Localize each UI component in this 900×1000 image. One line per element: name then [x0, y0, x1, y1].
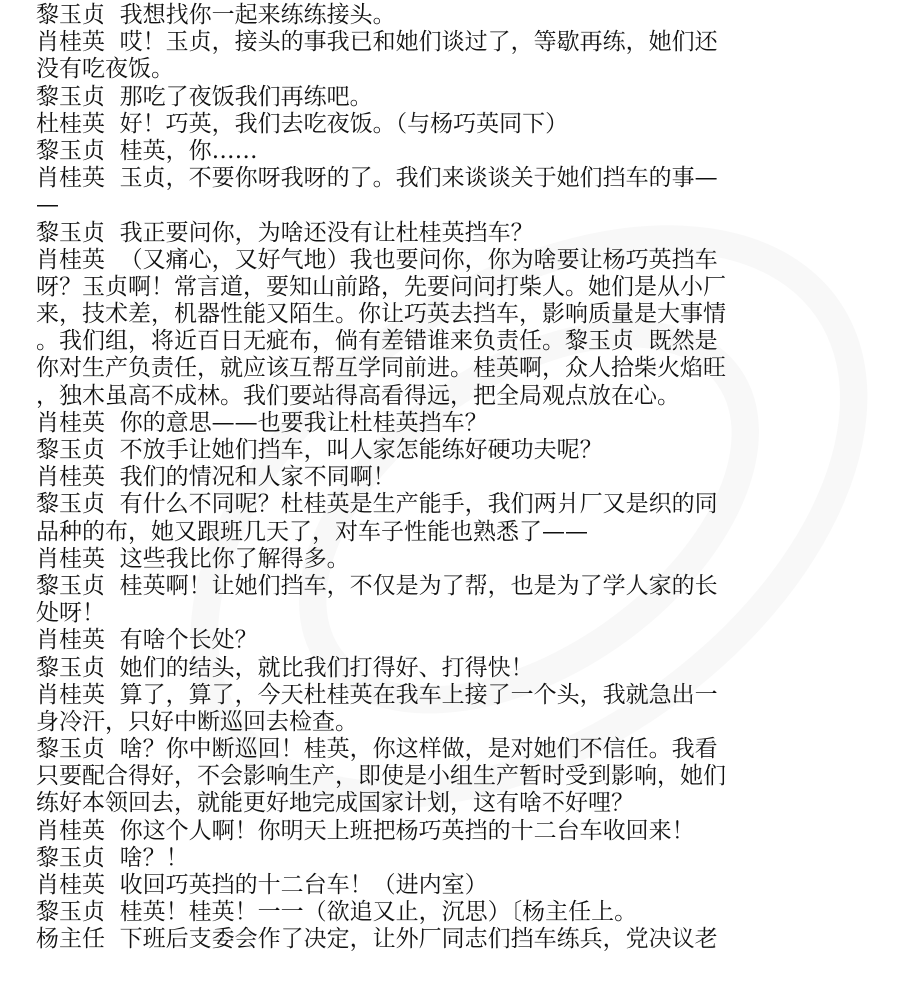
text-line: 肖桂英 你这个人啊！你明天上班把杨巧英挡的十二台车收回来！	[36, 817, 695, 844]
text-line: 黎玉贞 我正要问你，为啥还没有让杜桂英挡车？	[36, 219, 534, 246]
text-line: 你对生产负责任，就应该互帮互学同前进。桂英啊，众人拾柴火焰旺	[36, 355, 726, 382]
text-line: 肖桂英 玉贞，不要你呀我呀的了。我们来谈谈关于她们挡车的事—	[36, 165, 718, 192]
text-line: 黎玉贞 那吃了夜饭我们再练吧。	[36, 83, 373, 110]
text-line: 肖桂英 我们的情况和人家不同啊！	[36, 464, 396, 491]
text-line: 肖桂英 你的意思——也要我让杜桂英挡车？	[36, 409, 488, 436]
text-line: 黎玉贞 不放手让她们挡车，叫人家怎能练好硬功夫呢？	[36, 437, 603, 463]
text-line: 黎玉贞 啥？！	[36, 844, 189, 871]
text-line: 身冷汗，只好中断巡回去检查。	[36, 708, 358, 735]
text-line: 没有吃夜饭。	[36, 56, 174, 83]
text-line: 黎玉贞 啥？你中断巡回！桂英，你这样做，是对她们不信任。我看	[36, 736, 718, 763]
text-line: 肖桂英 算了，算了，今天杜桂英在我车上接了一个头，我就急出一	[36, 681, 718, 708]
text-line: 肖桂英 哎！玉贞，接头的事我已和她们谈过了，等歇再练，她们还	[36, 29, 718, 56]
script-text-page	[36, 2, 872, 954]
text-line: 肖桂英 （又痛心，又好气地）我也要问你，你为啥要让杨巧英挡车	[36, 246, 718, 273]
text-line: 黎玉贞 桂英，你……	[36, 137, 258, 164]
text-line: 肖桂英 这些我比你了解得多。	[36, 545, 350, 572]
text-line: 黎玉贞 有什么不同呢？杜桂英是生产能手，我们两爿厂又是织的同	[36, 491, 718, 518]
text-line: 只要配合得好，不会影响生产，即使是小组生产暂时受到影响，她们	[36, 763, 726, 790]
text-line: 练好本领回去，就能更好地完成国家计划，这有啥不好哩？	[36, 790, 634, 817]
text-line: —	[36, 192, 59, 219]
text-line: 黎玉贞 我想找你一起来练练接头。	[36, 2, 396, 28]
text-line: 。我们组，将近百日无疵布，倘有差错谁来负责任。黎玉贞 既然是	[36, 328, 718, 355]
text-line: 肖桂英 有啥个长处？	[36, 627, 258, 654]
text-line: 杨主任 下班后支委会作了决定，让外厂同志们挡车练兵，党决议老	[36, 926, 718, 953]
text-line: 处呀！	[36, 600, 105, 627]
text-line: 黎玉贞 她们的结头，就比我们打得好、打得快！	[36, 654, 534, 681]
text-line: 来，技术差，机器性能又陌生。你让巧英去挡车，影响质量是大事情	[36, 301, 726, 328]
text-line: 杜桂英 好！巧英，我们去吃夜饭。（与杨巧英同下）	[36, 110, 569, 137]
text-line: 品种的布，她又跟班几天了，对车子性能也熟悉了——	[36, 518, 588, 545]
text-line: ，独木虽高不成林。我们要站得高看得远，把全局观点放在心。	[36, 382, 680, 409]
text-line: 黎玉贞 桂英！桂英！一一（欲追又止，沉思）〔杨主任上。	[36, 899, 638, 926]
text-line: 黎玉贞 桂英啊！让她们挡车，不仅是为了帮，也是为了学人家的长	[36, 572, 718, 599]
text-line: 肖桂英 收回巧英挡的十二台车！（进内室）	[36, 872, 488, 898]
text-line: 呀？玉贞啊！常言道，要知山前路，先要问问打柴人。她们是从小厂	[36, 273, 726, 300]
